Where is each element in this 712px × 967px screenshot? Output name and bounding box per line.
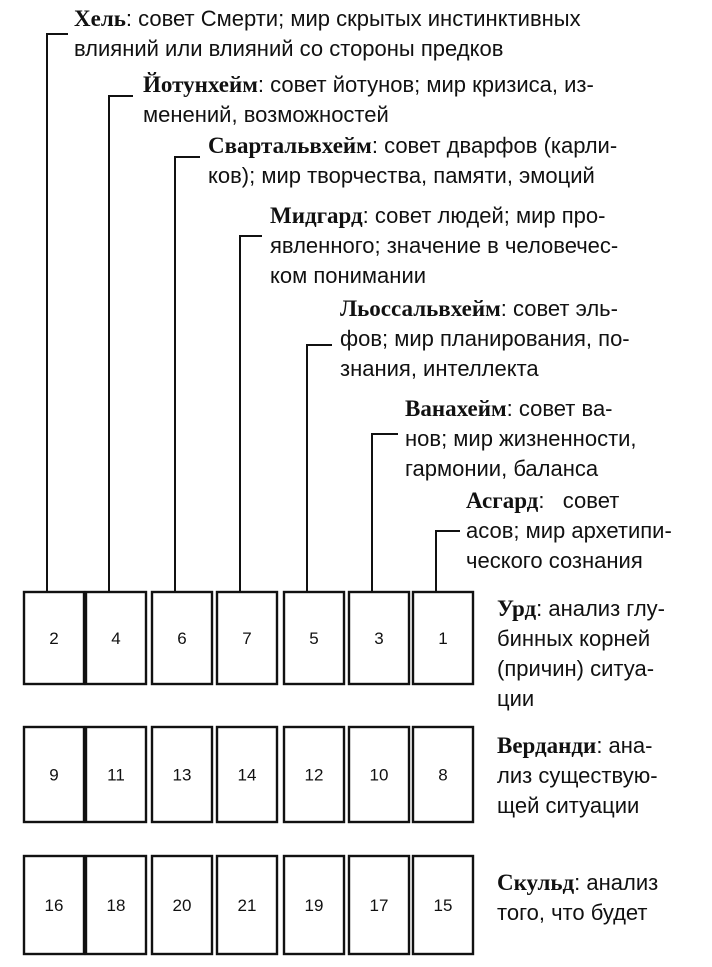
card-number-5: 5 bbox=[309, 629, 319, 648]
row-description: : анализ того, что будет bbox=[497, 870, 659, 925]
card-number-3: 3 bbox=[374, 629, 384, 648]
card-number-11: 11 bbox=[107, 765, 125, 785]
world-description: : совет ва- нов; мир жизненности, гармонии, баланса bbox=[405, 396, 637, 481]
card-grid bbox=[24, 592, 473, 954]
card-number-4: 4 bbox=[111, 629, 121, 648]
world-label-hel bbox=[74, 4, 581, 64]
card-number-14: 14 bbox=[237, 765, 257, 785]
world-description: : совет эль- фов; мир планирования, по- знания, интеллекта bbox=[340, 296, 630, 381]
world-label-ljosalfheim bbox=[340, 294, 630, 384]
card-number-19: 19 bbox=[304, 896, 324, 915]
card-number-1: 1 bbox=[438, 629, 448, 648]
world-name: Ванахейм bbox=[405, 396, 507, 421]
world-name: Мидгард bbox=[270, 203, 363, 228]
card-number-6: 6 bbox=[177, 629, 187, 648]
world-label-midgard bbox=[270, 201, 618, 291]
leader-line-1 bbox=[436, 531, 460, 592]
row-name: Урд bbox=[497, 596, 537, 621]
world-name: Асгард bbox=[466, 488, 539, 513]
card-number-20: 20 bbox=[172, 896, 192, 915]
world-description: : совет людей; мир про- явленного; значение в человечес- ком понимании bbox=[270, 203, 619, 288]
world-name: Хель bbox=[74, 6, 126, 31]
world-description: : совет дварфов (карли- ков); мир творчества, памяти, эмоций bbox=[208, 133, 618, 188]
row-description: : анализ глу- бинных корней (причин) ситуа- ции bbox=[497, 596, 665, 711]
card-number-7: 7 bbox=[242, 629, 252, 648]
row-name: Верданди bbox=[497, 733, 597, 758]
world-label-jotunheim bbox=[143, 70, 594, 130]
leader-line-6 bbox=[175, 157, 200, 592]
leader-line-7 bbox=[240, 236, 262, 592]
card-number-21: 21 bbox=[237, 896, 257, 915]
leader-line-4 bbox=[109, 96, 133, 592]
leader-line-2 bbox=[47, 34, 68, 592]
card-number-2: 2 bbox=[49, 629, 59, 648]
card-number-17: 17 bbox=[369, 896, 389, 915]
world-label-vanaheim bbox=[405, 394, 637, 484]
world-description: : совет асов; мир архетипи- ческого сознания bbox=[466, 488, 672, 573]
leader-line-3 bbox=[372, 434, 398, 592]
world-label-asgard bbox=[466, 486, 672, 576]
world-description: : совет Смерти; мир скрытых инстинктивных влияний или влияний со стороны предков bbox=[74, 6, 581, 61]
row-label-skuld bbox=[497, 868, 658, 928]
row-label-verdandi bbox=[497, 731, 658, 821]
world-name: Йотунхейм bbox=[143, 72, 258, 97]
card-number-8: 8 bbox=[438, 765, 448, 785]
world-label-svartalfheim bbox=[208, 131, 617, 191]
row-label-urd bbox=[497, 594, 665, 714]
world-name: Льоссальвхейм bbox=[340, 296, 501, 321]
card-number-15: 15 bbox=[433, 896, 453, 915]
card-number-18: 18 bbox=[106, 896, 126, 915]
world-name: Свартальвхейм bbox=[208, 133, 372, 158]
world-description: : совет йотунов; мир кризиса, из- менений, возможностей bbox=[143, 72, 594, 127]
card-number-13: 13 bbox=[172, 765, 192, 785]
card-number-9: 9 bbox=[49, 765, 59, 785]
card-number-10: 10 bbox=[369, 765, 389, 785]
card-number-12: 12 bbox=[304, 765, 324, 785]
leader-line-5 bbox=[307, 345, 332, 592]
row-description: : ана- лиз существую- щей ситуации bbox=[497, 733, 658, 818]
row-name: Скульд bbox=[497, 870, 575, 895]
card-number-16: 16 bbox=[44, 896, 64, 915]
